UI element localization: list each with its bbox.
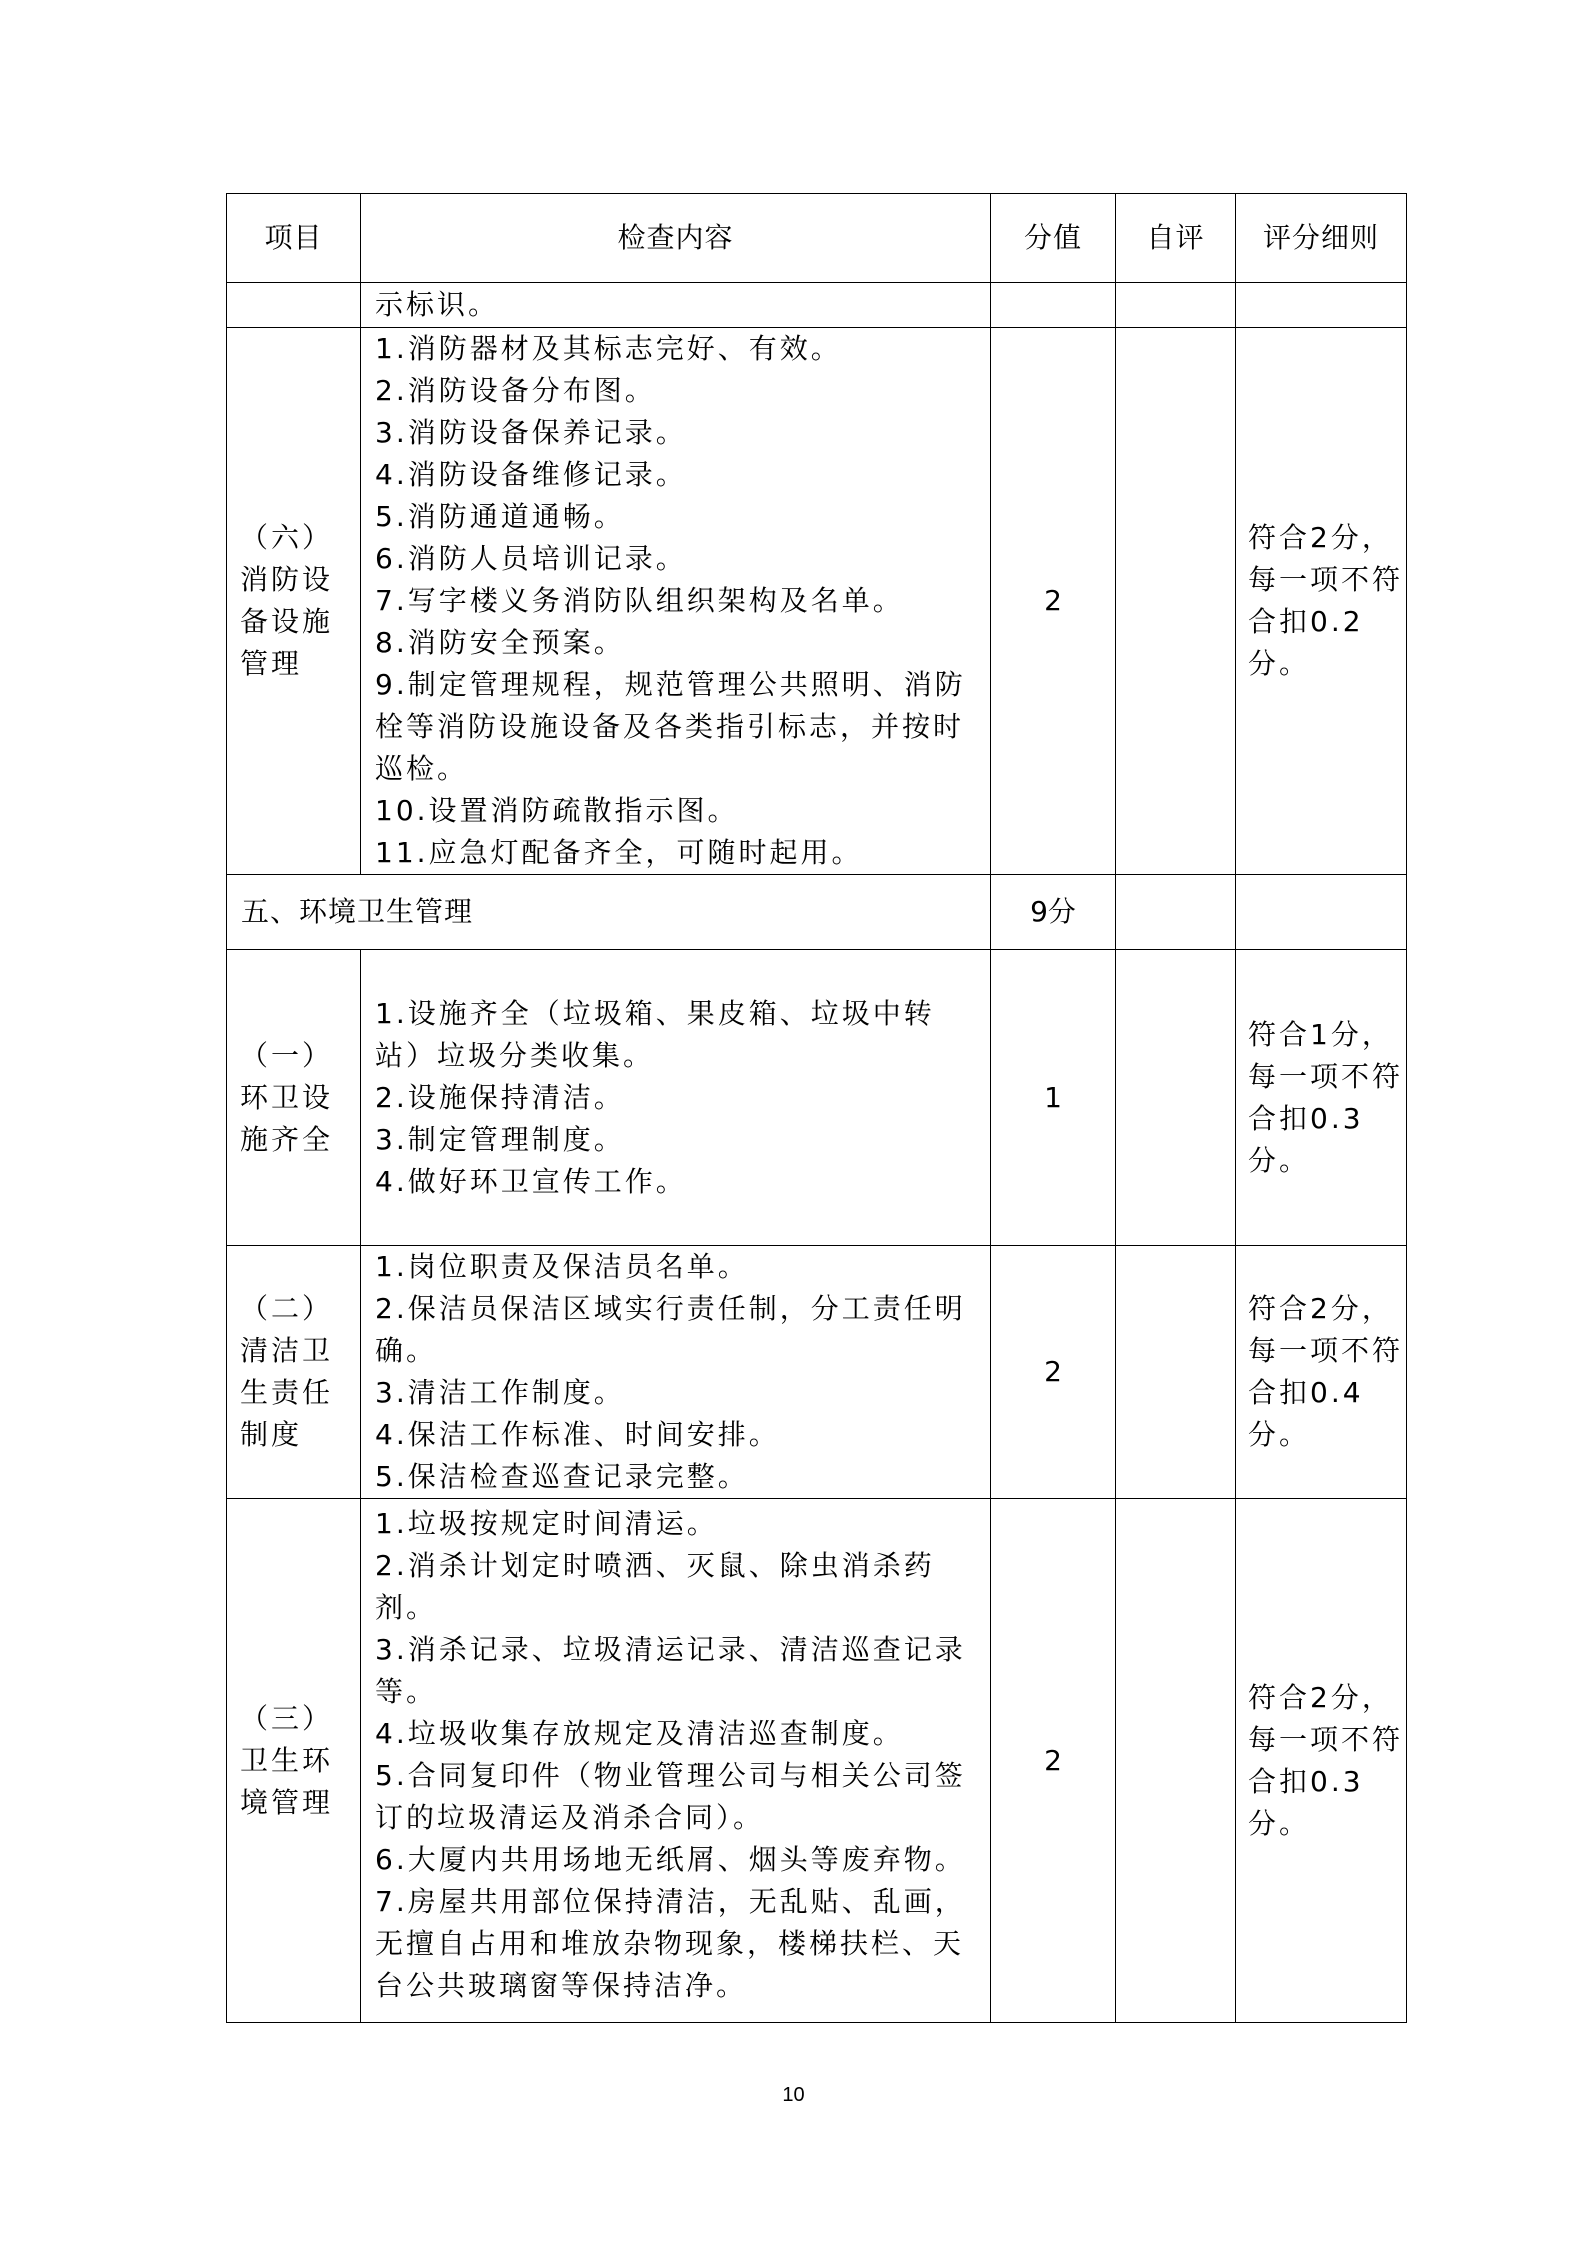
row3-score-cell: 2 <box>991 1499 1116 2023</box>
fire-content-line: 10.设置消防疏散指示图。 <box>375 794 739 827</box>
row3-content-line: 5.合同复印件（物业管理公司与相关公司签订的垃圾清运及消杀合同）。 <box>375 1759 966 1834</box>
fire-content-line: 4.消防设备维修记录。 <box>375 458 687 491</box>
row2-content-line: 3.清洁工作制度。 <box>375 1376 625 1409</box>
header-self-evaluation: 自评 <box>1116 194 1236 283</box>
continued-content-cell <box>361 283 991 328</box>
row3-rule-cell: 符合2分，每一项不符合扣0.3分。 <box>1236 1499 1407 2023</box>
row3-item-cell: （三）卫生环境管理 <box>227 1499 361 2023</box>
fire-rule-cell: 符合2分，每一项不符合扣0.2分。 <box>1236 328 1407 875</box>
section-score: 9分 <box>991 875 1116 950</box>
continued-item-cell <box>227 283 361 328</box>
fire-content-line: 7.写字楼义务消防队组织架构及名单。 <box>375 584 904 617</box>
header-score: 分值 <box>991 194 1116 283</box>
row2-content-line: 5.保洁检查巡查记录完整。 <box>375 1460 749 1493</box>
row1-content-line: 2.设施保持清洁。 <box>375 1080 625 1114</box>
section-rule-cell <box>1236 875 1407 950</box>
row2-self-cell <box>1116 1246 1236 1499</box>
fire-content-line: 5.消防通道通畅。 <box>375 500 625 533</box>
row3-content-line: 2.消杀计划定时喷洒、灭鼠、除虫消杀药剂。 <box>375 1549 935 1624</box>
row3-content-line: 4.垃圾收集存放规定及清洁巡查制度。 <box>375 1717 904 1750</box>
row2-content-line: 2.保洁员保洁区域实行责任制，分工责任明确。 <box>375 1292 966 1367</box>
header-scoring-rule: 评分细则 <box>1236 194 1407 283</box>
row2-score-cell: 2 <box>991 1246 1116 1499</box>
header-item: 项目 <box>227 194 361 283</box>
row3-content-line: 1.垃圾按规定时间清运。 <box>375 1507 718 1540</box>
section-row <box>227 875 1407 950</box>
row1-content-line: 3.制定管理制度。 <box>375 1122 625 1156</box>
row3-self-cell <box>1116 1499 1236 2023</box>
row2-content-cell <box>361 1246 991 1499</box>
fire-content-line: 6.消防人员培训记录。 <box>375 542 687 575</box>
sanitation-facilities-row <box>227 950 1407 1246</box>
row3-content-line: 7.房屋共用部位保持清洁，无乱贴、乱画，无擅自占用和堆放杂物现象，楼梯扶栏、天台公共玻璃窗等保持洁净。 <box>375 1885 966 2002</box>
fire-content-line: 8.消防安全预案。 <box>375 626 625 659</box>
fire-content-cell <box>361 328 991 875</box>
fire-content-line: 11.应急灯配备齐全，可随时起用。 <box>375 836 863 869</box>
row3-content-line: 3.消杀记录、垃圾清运记录、清洁巡查记录等。 <box>375 1633 966 1708</box>
inspection-table <box>226 193 1407 2023</box>
row1-content-line: 4.做好环卫宣传工作。 <box>375 1164 687 1198</box>
header-content: 检查内容 <box>361 194 991 283</box>
fire-self-cell <box>1116 328 1236 875</box>
page-number: 10 <box>782 2084 805 2106</box>
row2-rule-cell: 符合2分，每一项不符合扣0.4分。 <box>1236 1246 1407 1499</box>
continued-self-cell <box>1116 283 1236 328</box>
fire-score-cell: 2 <box>991 328 1116 875</box>
row3-content-line: 6.大厦内共用场地无纸屑、烟头等废弃物。 <box>375 1843 966 1876</box>
fire-content-line: 3.消防设备保养记录。 <box>375 416 687 449</box>
fire-content-line: 2.消防设备分布图。 <box>375 374 656 407</box>
row1-content-cell <box>361 950 991 1246</box>
continued-score-cell <box>991 283 1116 328</box>
fire-item-cell: （六）消防设备设施管理 <box>227 328 361 875</box>
row2-content-line: 4.保洁工作标准、时间安排。 <box>375 1418 780 1451</box>
header-row <box>227 194 1407 283</box>
row1-score-cell: 1 <box>991 950 1116 1246</box>
continued-row <box>227 283 1407 328</box>
row2-content-line: 1.岗位职责及保洁员名单。 <box>375 1250 749 1283</box>
row2-item-cell: （二）清洁卫生责任制度 <box>227 1246 361 1499</box>
continued-rule-cell <box>1236 283 1407 328</box>
row1-rule-cell: 符合1分，每一项不符合扣0.3分。 <box>1236 950 1407 1246</box>
cleaning-responsibility-row <box>227 1246 1407 1499</box>
continued-content-text: 示标识。 <box>375 288 500 321</box>
row1-content-line: 1.设施齐全（垃圾箱、果皮箱、垃圾中转站）垃圾分类收集。 <box>375 996 935 1072</box>
environment-management-row <box>227 1499 1407 2023</box>
row1-item-cell: （一）环卫设施齐全 <box>227 950 361 1246</box>
row1-self-cell <box>1116 950 1236 1246</box>
fire-equipment-row <box>227 328 1407 875</box>
fire-content-line: 9.制定管理规程，规范管理公共照明、消防栓等消防设施设备及各类指引标志，并按时巡检。 <box>375 668 966 785</box>
row3-content-cell <box>361 1499 991 2023</box>
fire-content-line: 1.消防器材及其标志完好、有效。 <box>375 332 842 365</box>
section-title: 五、环境卫生管理 <box>227 875 991 950</box>
section-self-cell <box>1116 875 1236 950</box>
